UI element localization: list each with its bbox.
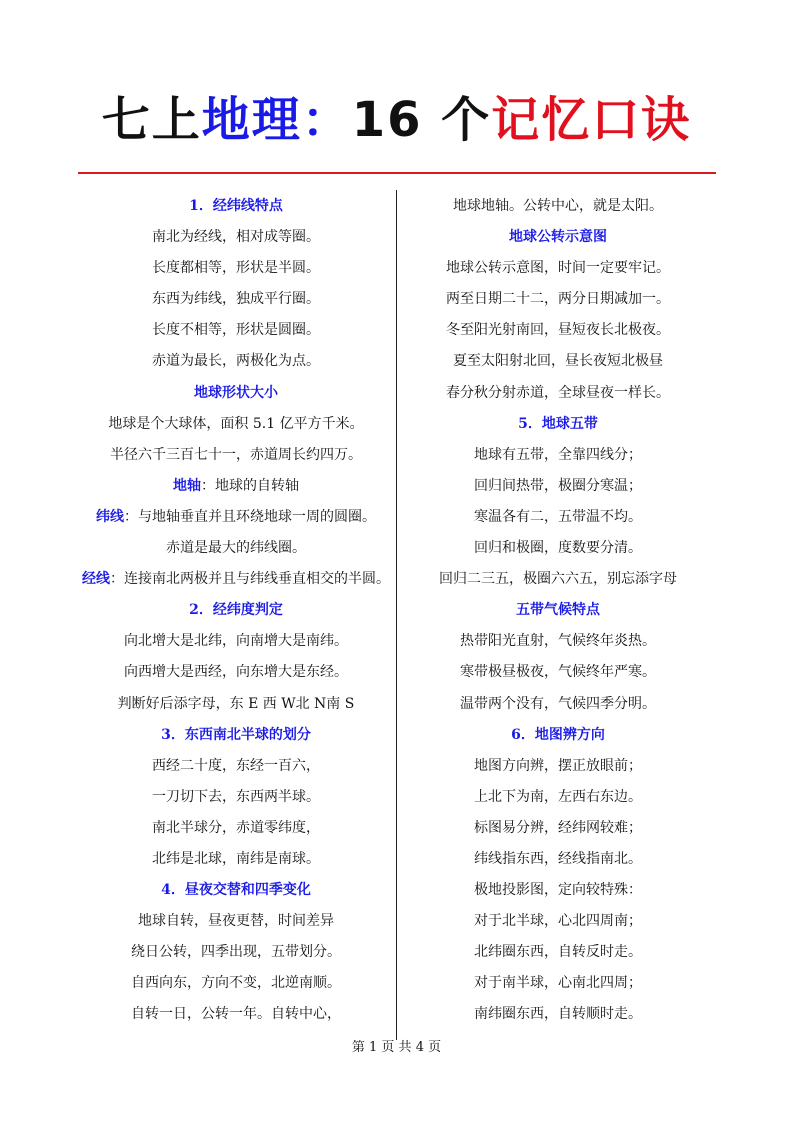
- term-keyword: 地轴: [173, 477, 201, 494]
- verse-line: 西经二十度，东经一百六，: [152, 757, 320, 774]
- verse-line: 夏至太阳射北回，昼长夜短北极昼: [453, 353, 663, 370]
- section-heading: 6．地图辨方向: [511, 726, 605, 743]
- section-heading: 五带气候特点: [516, 602, 600, 619]
- title-divider: [78, 172, 716, 174]
- term-text: ：连接南北两极并且与纬线垂直相交的半圆。: [110, 571, 390, 588]
- section-heading: 1．经纬线特点: [189, 198, 283, 214]
- title-part-3: 16 个: [351, 92, 492, 148]
- verse-line: 赤道是最大的纬线圈。: [166, 540, 306, 557]
- verse-line: 自西向东，方向不变，北逆南顺。: [131, 975, 341, 992]
- verse-line: 判断好后添字母，东 E 西 W北 N南 S: [117, 695, 355, 712]
- verse-line: 长度都相等，形状是半圆。: [152, 260, 320, 277]
- verse-line: 地球地轴。公转中心，就是太阳。: [453, 198, 663, 214]
- verse-line: 回归二三五，极圈六六五，别忘添字母: [439, 571, 677, 588]
- verse-line: 地图方向辨，摆正放眼前；: [474, 757, 642, 774]
- verse-line: 北纬圈东西，自转反时走。: [474, 944, 642, 961]
- verse-line: 自转一日，公转一年。自转中心，: [131, 1006, 341, 1023]
- section-heading: 2．经纬度判定: [189, 602, 283, 619]
- verse-line: 向北增大是北纬，向南增大是南纬。: [124, 633, 348, 650]
- term-text: ：与地轴垂直并且环绕地球一周的圆圈。: [124, 508, 376, 525]
- verse-line: 冬至阳光射南回，昼短夜长北极夜。: [446, 322, 670, 339]
- verse-line: 北纬是北球，南纬是南球。: [152, 850, 320, 867]
- title-part-1: 七上: [101, 92, 202, 148]
- verse-line: 极地投影图，定向较特殊：: [474, 882, 642, 899]
- section-heading: 地球形状大小: [194, 384, 278, 401]
- term-definition: [78, 564, 394, 595]
- column-divider: [396, 190, 397, 1040]
- verse-line: 寒带极昼极夜，气候终年严寒。: [460, 664, 656, 681]
- section-heading: 4．昼夜交替和四季变化: [161, 882, 311, 899]
- title-part-2: 地理：: [201, 92, 352, 148]
- left-column: [78, 191, 394, 1031]
- verse-line: 向西增大是西经，向东增大是东经。: [124, 664, 348, 681]
- term-text: ：地球的自转轴: [201, 477, 299, 494]
- verse-line: 两至日期二十二，两分日期减加一。: [446, 291, 670, 308]
- section-heading: 5．地球五带: [518, 415, 598, 432]
- verse-line: 春分秋分射赤道，全球昼夜一样长。: [446, 384, 670, 401]
- verse-line: 回归和极圈，度数要分清。: [474, 540, 642, 557]
- section-heading: 3．东西南北半球的划分: [161, 726, 311, 743]
- verse-line: 南北为经线，相对成等圈。: [152, 229, 320, 246]
- verse-line: 地球有五带，全靠四线分；: [474, 446, 642, 463]
- verse-line: 南北半球分，赤道零纬度，: [152, 819, 320, 836]
- verse-line: 赤道为最长，两极化为点。: [152, 353, 320, 370]
- verse-line: 回归间热带，极圈分寒温；: [474, 477, 642, 494]
- verse-line: 一刀切下去，东西两半球。: [152, 788, 320, 805]
- term-keyword: 纬线: [96, 508, 124, 525]
- verse-line: 对于南半球，心南北四周；: [474, 975, 642, 992]
- verse-line: 地球是个大球体，面积 5.1 亿平方千米。: [108, 415, 364, 432]
- verse-line: 温带两个没有，气候四季分明。: [460, 695, 656, 712]
- section-heading: 地球公转示意图: [509, 229, 607, 246]
- verse-line: 半径六千三百七十一，赤道周长约四万。: [110, 446, 362, 463]
- term-definition: [78, 502, 394, 533]
- verse-line: 标图易分辨，经纬网较难；: [474, 819, 642, 836]
- verse-line: 上北下为南，左西右东边。: [474, 788, 642, 805]
- page-title: [0, 88, 793, 152]
- right-column: [400, 191, 716, 1031]
- verse-line: 地球自转，昼夜更替，时间差异: [138, 913, 334, 930]
- verse-line: 纬线指东西，经线指南北。: [474, 850, 642, 867]
- verse-line: 长度不相等，形状是圆圈。: [152, 322, 320, 339]
- page-footer: 第 1 页 共 4 页: [351, 1040, 442, 1055]
- verse-line: 对于北半球，心北四周南；: [474, 913, 642, 930]
- verse-line: 热带阳光直射，气候终年炎热。: [460, 633, 656, 650]
- verse-line: 寒温各有二，五带温不均。: [474, 508, 642, 525]
- title-part-4: 记忆口诀: [491, 92, 692, 148]
- verse-line: 南纬圈东西，自转顺时走。: [474, 1006, 642, 1023]
- verse-line: 绕日公转，四季出现，五带划分。: [131, 944, 341, 961]
- term-definition: [78, 471, 394, 502]
- term-keyword: 经线: [82, 571, 110, 588]
- verse-line: 东西为纬线，独成平行圈。: [152, 291, 320, 308]
- verse-line: 地球公转示意图，时间一定要牢记。: [446, 260, 670, 277]
